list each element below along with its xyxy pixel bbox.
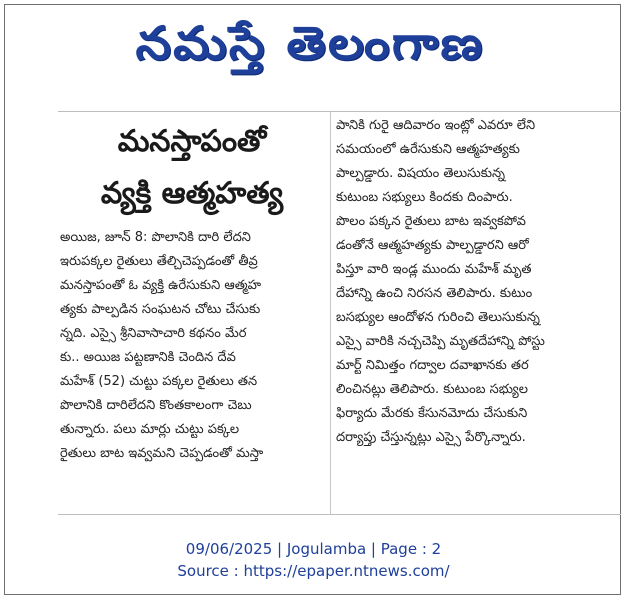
article-headline-line-1: మనస్తాపంతో [117,124,267,159]
article-text-line: సమయంలో ఉరేసుకుని ఆత్మహత్యకు [336,142,520,157]
article-text-line: డంతోనే ఆత్మహత్యకు పాల్పడ్డారని ఆరో [336,238,529,253]
article-text-line: పానికి గురై ఆదివారం ఇంట్లో ఎవరూ లేని [336,118,536,133]
article-text-line: కు.. అయిజ పట్టణానికి చెందిన దేవ [60,350,236,365]
article-text-line: న్నది. ఎస్సై శ్రీనివాసాచారి కథనం మేర [60,326,247,341]
article-text-line: మనస్తాపంతో ఓ వ్యక్తి ఉరేసుకుని ఆత్మహ [60,278,262,293]
article-text-line: రైతులు బాట ఇవ్వమని చెప్పడంతో మస్తా [60,446,264,461]
article-text-line: తున్నారు. పలు మార్లు చుట్టు పక్కల [60,422,240,437]
article-text-line: బసభ్యుల ఆందోళన గురించి తెలుసుకున్న [336,310,540,325]
article-headline-line-2: వ్యక్తి ఆత్మహత్య [100,176,284,211]
article-text-line: మహేశ్ (52) చుట్టు పక్కల రైతులు తన [60,374,258,389]
column-divider [330,111,331,514]
article-text-line: లించినట్లు తెలిపారు. కుటుంబ సభ్యుల [336,382,528,397]
bottom-rule [58,514,621,515]
newspaper-masthead: నమస్తే తెలంగాణ [135,16,485,70]
article-text-line: ఫిర్యాదు మేరకు కేసునమోదు చేసుకుని [336,406,528,421]
article-text-line: దర్యాప్తు చేస్తున్నట్లు ఎస్సై పేర్కొన్నారు. [336,430,526,445]
article-column-left [60,226,326,466]
source-link[interactable]: Source : https://epaper.ntnews.com/ [177,562,450,580]
article-text-line: ఎస్సై వారికి నచ్చచెప్పి మృతదేహాన్ని పోస్టు [336,334,545,349]
article-text-line: పొలం పక్కన రైతులు బాట ఇవ్వకపోవ [336,214,526,229]
article-text-line: పిస్తూ వారి ఇండ్ల ముందు మహేశ్ మృత [336,262,532,277]
article-text-line: పాల్పడ్డారు. విషయం తెలుసుకున్న [336,166,506,181]
publication-info: 09/06/2025 | Jogulamba | Page : 2 [185,540,442,558]
article-column-right [336,114,616,450]
article-text-line: కుటుంబ సభ్యులు కిందకు దింపారు. [336,190,513,205]
article-text-line: మార్ట్ నిమిత్తం గద్వాల దవాఖానకు తర [336,358,529,373]
article-text-line: అయిజ, జూన్ 8: పొలానికి దారి లేదని [60,230,251,245]
article-text-line: పొలానికి దారిలేదని కొంతకాలంగా చెబు [60,398,252,413]
article-text-line: ఇరుపక్కల రైతులు తేల్చిచెప్పడంతో తీవ్ర [60,254,258,269]
article-text-line: త్యకు పాల్పడిన సంఘటన చోటు చేసుకు [60,302,261,317]
article-text-line: దేహాన్ని ఉంచి నిరసన తెలిపారు. కుటుం [336,286,533,301]
top-rule [58,111,621,112]
